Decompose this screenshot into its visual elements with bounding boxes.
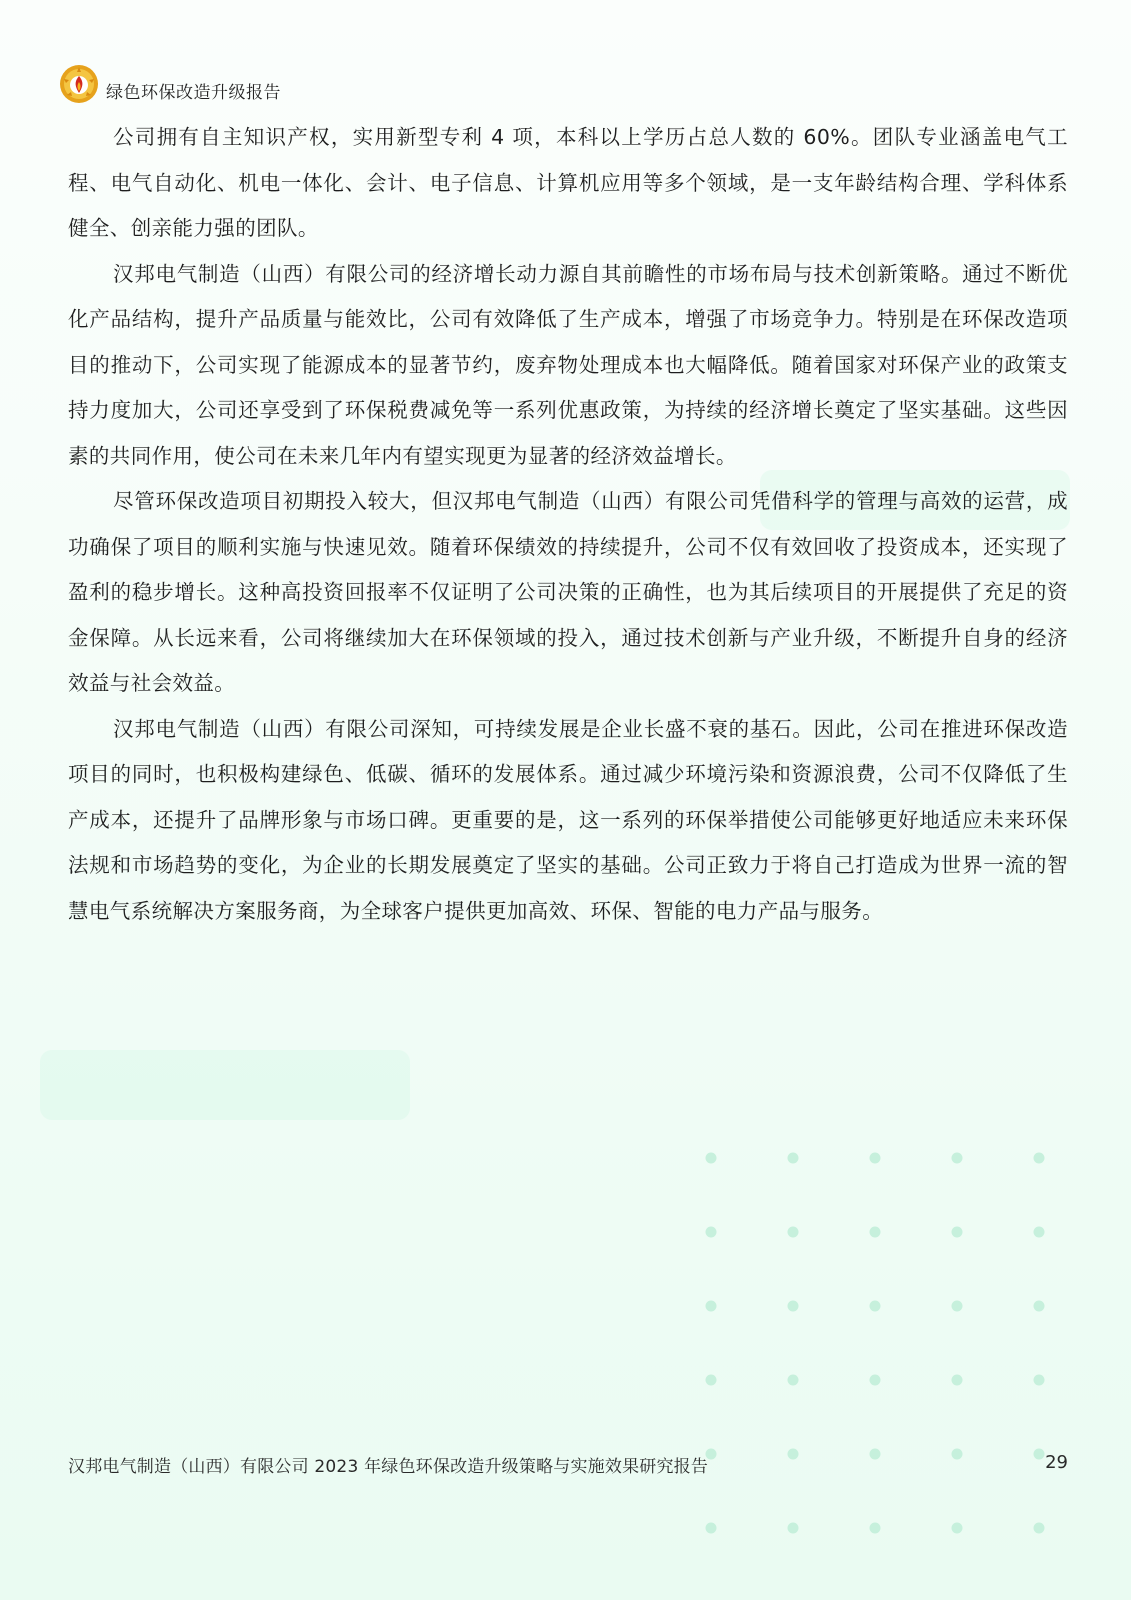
company-emblem-icon [58, 63, 100, 105]
decorative-dot [788, 1449, 799, 1460]
decorative-dot [870, 1375, 881, 1386]
decorative-band [40, 1050, 410, 1120]
decorative-dot [952, 1227, 963, 1238]
decorative-dot [870, 1153, 881, 1164]
footer-report-title: 汉邦电气制造（山西）有限公司 2023 年绿色环保改造升级策略与实施效果研究报告 [68, 1457, 709, 1477]
decorative-dot [1034, 1449, 1045, 1460]
decorative-dot [952, 1301, 963, 1312]
decorative-dot [1034, 1375, 1045, 1386]
decorative-dot [788, 1523, 799, 1534]
decorative-dot [788, 1227, 799, 1238]
header-title: 绿色环保改造升级报告 [106, 82, 281, 103]
decorative-dot [788, 1153, 799, 1164]
decorative-dot [952, 1449, 963, 1460]
body-paragraph: 汉邦电气制造（山西）有限公司的经济增长动力源自其前瞻性的市场布局与技术创新策略。通过不断优化产品结构，提升产品质量与能效比，公司有效降低了生产成本，增强了市场竞争力。特别是在环保改造项目的推动下，公司实现了能源成本的显著节约，废弃物处理成本也大幅降低。随着国家对环保产业的政策支持力度加大，公司还享受到了环保税费减免等一系列优惠政策，为持续的经济增长奠定了坚实基础。这些因素的共同作用，使公司在未来几年内有望实现更为显著的经济效益增长。 [68, 261, 1068, 468]
decorative-dot [952, 1375, 963, 1386]
decorative-dot [788, 1375, 799, 1386]
decorative-dot-grid [705, 1152, 1055, 1542]
decorative-dot [788, 1301, 799, 1312]
decorative-dot [706, 1375, 717, 1386]
decorative-dot [952, 1523, 963, 1534]
decorative-dot [952, 1153, 963, 1164]
body-paragraph: 汉邦电气制造（山西）有限公司深知，可持续发展是企业长盛不衰的基石。因此，公司在推进环保改造项目的同时，也积极构建绿色、低碳、循环的发展体系。通过减少环境污染和资源浪费，公司不仅降低了生产成本，还提升了品牌形象与市场口碑。更重要的是，这一系列的环保举措使公司能够更好地适应未来环保法规和市场趋势的变化，为企业的长期发展奠定了坚实的基础。公司正致力于将自己打造成为世界一流的智慧电气系统解决方案服务商，为全球客户提供更加高效、环保、智能的电力产品与服务。 [68, 716, 1068, 923]
page-number: 29 [1045, 1452, 1068, 1473]
decorative-dot [870, 1523, 881, 1534]
decorative-dot [1034, 1301, 1045, 1312]
decorative-dot [706, 1153, 717, 1164]
decorative-dot [1034, 1227, 1045, 1238]
body-paragraph: 公司拥有自主知识产权，实用新型专利 4 项，本科以上学历占总人数的 60%。团队专业涵盖电气工程、电气自动化、机电一体化、会计、电子信息、计算机应用等多个领域，是一支年龄结构合理、学科体系健全、创亲能力强的团队。 [68, 125, 1068, 240]
decorative-dot [870, 1301, 881, 1312]
main-content [68, 115, 1068, 934]
decorative-dot [870, 1227, 881, 1238]
body-paragraph: 尽管环保改造项目初期投入较大，但汉邦电气制造（山西）有限公司凭借科学的管理与高效的运营，成功确保了项目的顺利实施与快速见效。随着环保绩效的持续提升，公司不仅有效回收了投资成本，还实现了盈利的稳步增长。这种高投资回报率不仅证明了公司决策的正确性，也为其后续项目的开展提供了充足的资金保障。从长远来看，公司将继续加大在环保领域的投入，通过技术创新与产业升级，不断提升自身的经济效益与社会效益。 [68, 489, 1068, 695]
decorative-dot [706, 1301, 717, 1312]
decorative-dot [1034, 1523, 1045, 1534]
decorative-dot [1034, 1153, 1045, 1164]
decorative-dot [706, 1523, 717, 1534]
page-header [58, 62, 281, 106]
decorative-dot [706, 1227, 717, 1238]
decorative-dot [870, 1449, 881, 1460]
